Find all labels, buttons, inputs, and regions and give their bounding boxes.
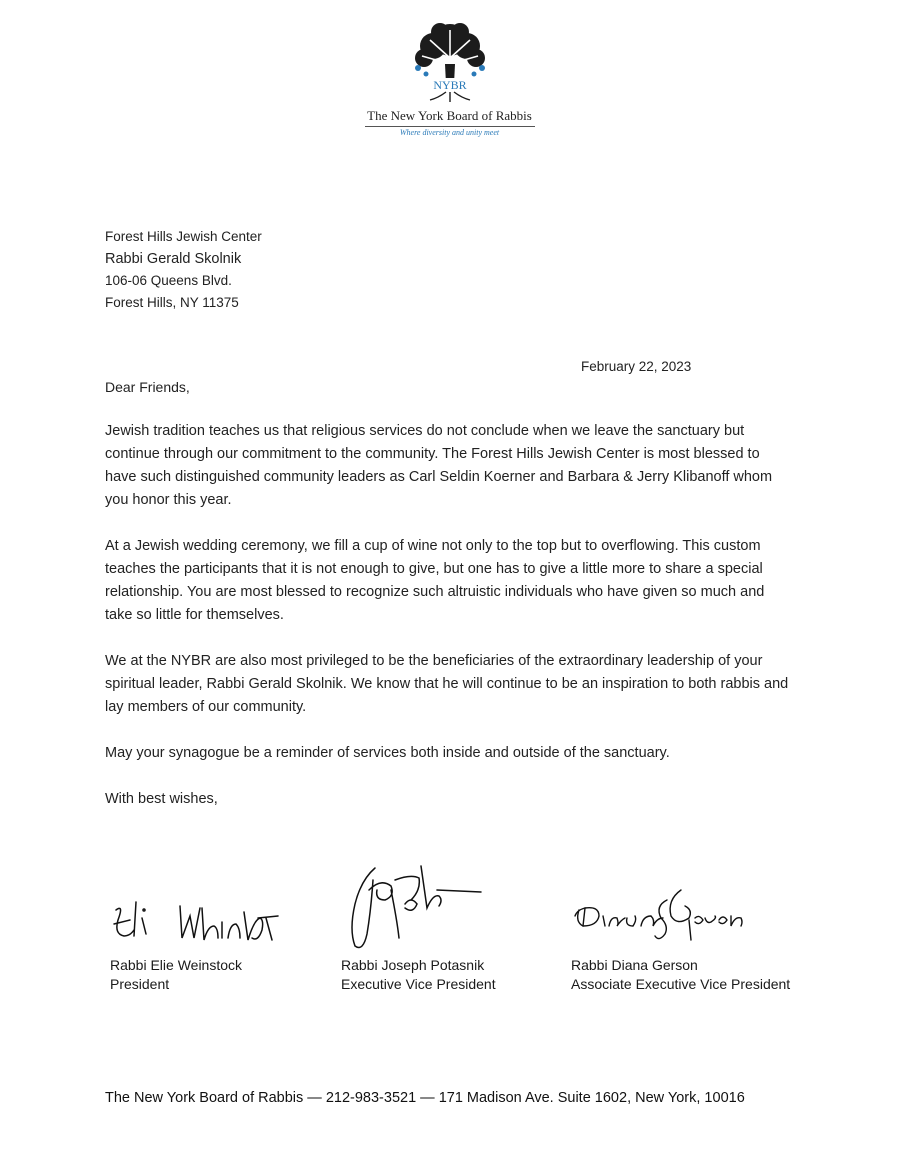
footer-contact: The New York Board of Rabbis — 212-983-3521 — 171 Madison Ave. Suite 1602, New York, 10016 [105, 1090, 745, 1106]
salutation: Dear Friends, [105, 379, 190, 395]
recipient-address [105, 226, 505, 314]
signatory-title: Associate Executive Vice President [571, 976, 791, 992]
body-paragraph: We at the NYBR are also most privileged to be the beneficiaries of the extraordinary leadership of your spiritual leader, Rabbi Gerald Skolnik. We know that he will continue to be an inspiration to both rabbis and lay members of our community. [105, 653, 789, 715]
signature-block [110, 860, 350, 994]
org-divider [365, 126, 535, 127]
address-line: Forest Hills Jewish Center [105, 229, 262, 244]
letter-body [105, 420, 795, 788]
body-paragraph: May your synagogue be a reminder of services both inside and outside of the sanctuary. [105, 745, 670, 761]
signature-weinstock-icon [110, 860, 280, 950]
signature-block [571, 860, 811, 994]
body-paragraph: Jewish tradition teaches us that religious services do not conclude when we leave the sanctuary but continue through our commitment to the community. The Forest Hills Jewish Center is most blessed to have such distinguished community leaders as Carl Seldin Koerner and Barbara & Jerry Klibanoff whom you honor this year. [105, 423, 773, 508]
address-line: Forest Hills, NY 11375 [105, 295, 239, 310]
signatory-name: Rabbi Elie Weinstock [110, 957, 243, 973]
signature-potasnik-icon [341, 860, 491, 950]
signature-block [341, 860, 581, 994]
signatory-title: Executive Vice President [341, 976, 496, 992]
address-line: 106-06 Queens Blvd. [105, 273, 232, 288]
signature-gerson-icon [571, 860, 751, 950]
org-name: The New York Board of Rabbis [367, 108, 532, 123]
letterhead [0, 18, 899, 137]
signatory-name: Rabbi Joseph Potasnik [341, 957, 485, 973]
signatory-title: President [110, 976, 170, 992]
svg-text:NYBR: NYBR [432, 78, 467, 92]
address-line: Rabbi Gerald Skolnik [105, 251, 242, 267]
letter-date: February 22, 2023 [581, 359, 692, 374]
signatory-name: Rabbi Diana Gerson [571, 957, 698, 973]
closing: With best wishes, [105, 791, 218, 807]
org-tagline: Where diversity and unity meet [399, 128, 500, 137]
body-paragraph: At a Jewish wedding ceremony, we fill a cup of wine not only to the top but to overflowing. This custom teaches the participants that it is not enough to give, but one has to give a little more to share a special relationship. You are most blessed to recognize such altruistic individuals who have given so much and take so little for themselves. [105, 538, 765, 623]
tree-logo-icon [400, 18, 500, 104]
